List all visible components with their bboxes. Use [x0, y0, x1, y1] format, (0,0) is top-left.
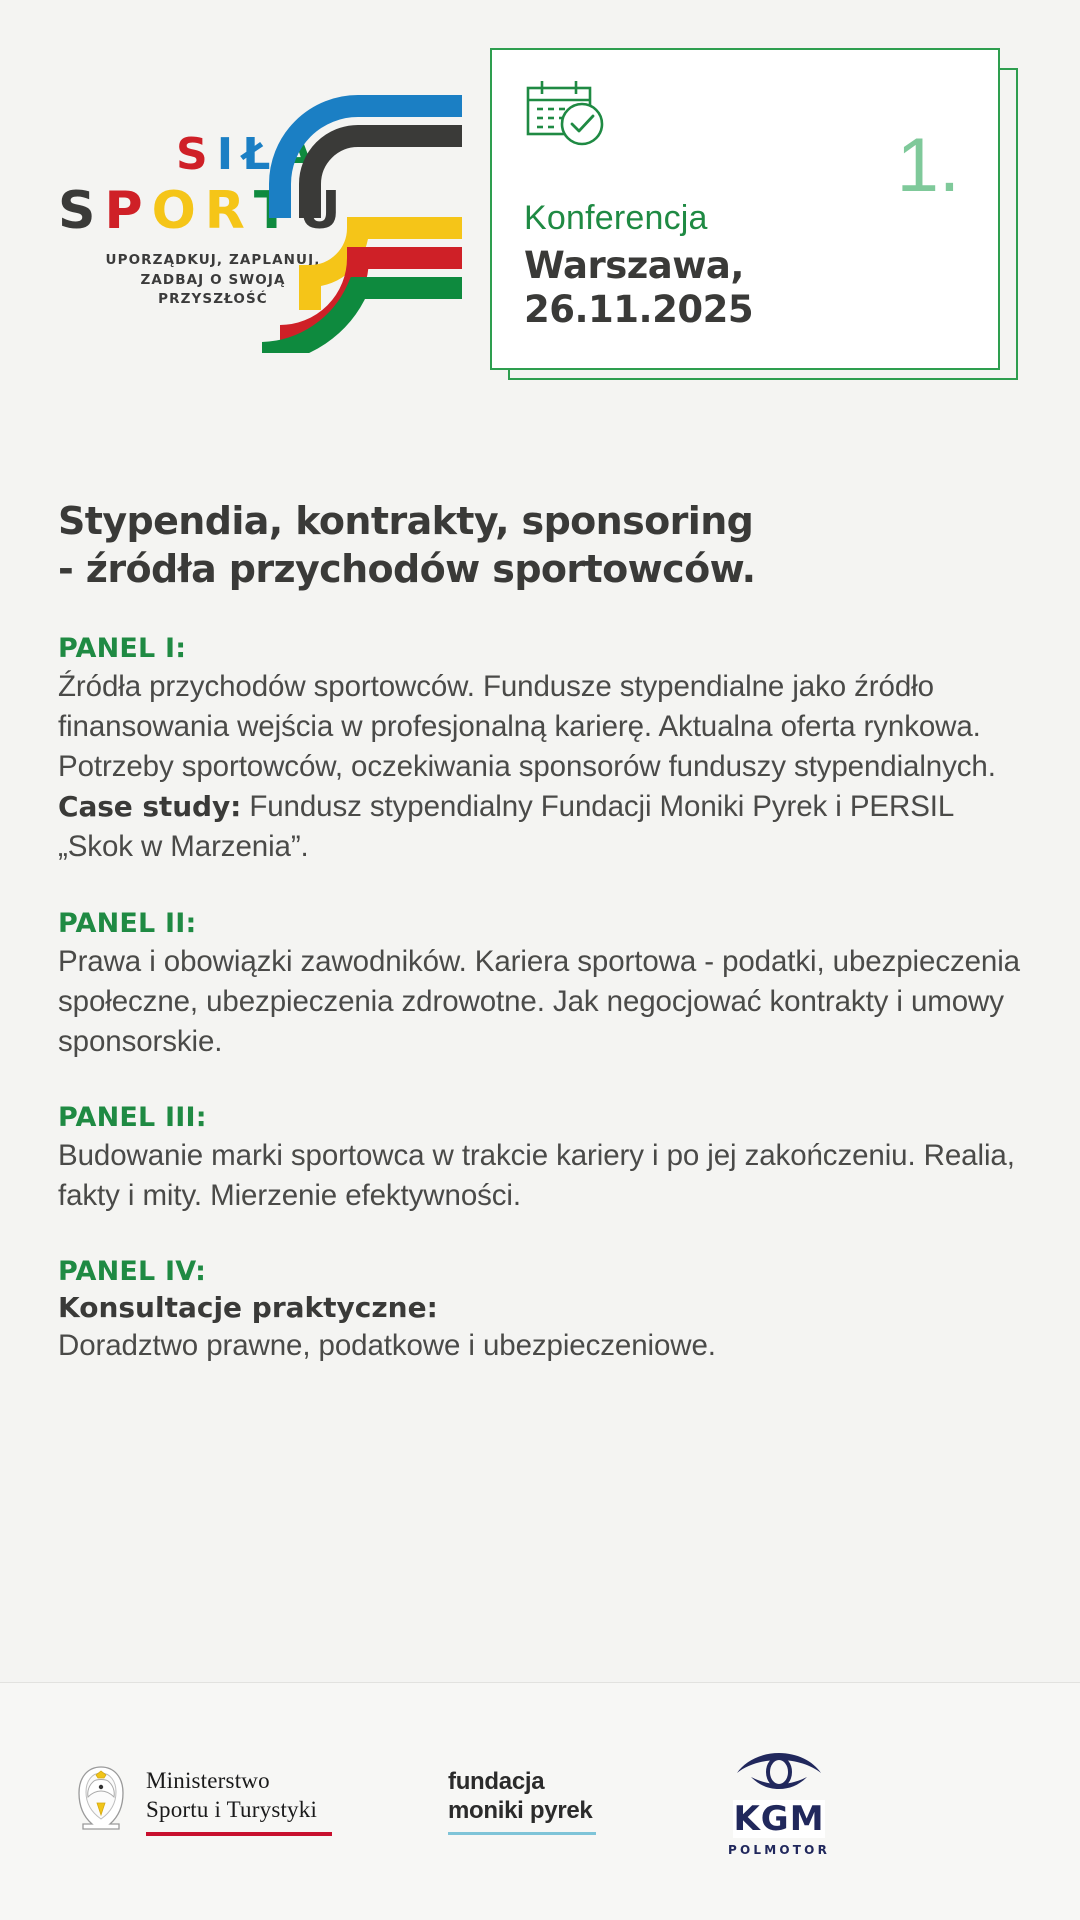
logo-letter: U: [298, 181, 350, 241]
kgm-wings-icon: [731, 1747, 827, 1800]
panel-section-2: [58, 908, 1023, 1062]
kgm-logo: [670, 1747, 830, 1857]
case-study-label: Case study:: [58, 790, 242, 824]
conference-edition-number: 1.: [896, 123, 960, 208]
panel-heading: PANEL IV:: [58, 1256, 207, 1288]
foundation-name-line1: fundacja: [448, 1768, 545, 1796]
conference-city: Warszawa,: [524, 244, 744, 287]
conference-date: 26.11.2025: [524, 287, 754, 331]
ministry-accent-rule: [146, 1832, 332, 1836]
kgm-wordmark: KGM: [733, 1798, 825, 1839]
poster-header: [0, 0, 1080, 480]
foundation-name-line2: moniki pyrek: [448, 1797, 593, 1824]
panel-body: [58, 667, 1023, 868]
ministry-name: [146, 1767, 332, 1825]
logo-letter: S: [58, 181, 105, 241]
foundation-name: [448, 1768, 592, 1826]
logo-tagline-line1: UPORZĄDKUJ, ZAPLANUJ,: [105, 252, 321, 268]
page-title-line1: Stypendia, kontrakty, sponsoring: [58, 499, 754, 543]
panel-body-text: Źródła przychodów sportowców. Fundusze stypendialne jako źródło finansowania wejścia w profesjonalną karierę. Aktualna oferta rynkowa. Potrzeby sportowców, oczekiwania sponsorów funduszy stypendialnych.: [58, 670, 996, 784]
logo-tagline-line2: ZADBAJ O SWOJĄ PRZYSZŁOŚĆ: [140, 271, 286, 308]
panel-heading: PANEL II:: [58, 907, 197, 939]
page-title: [58, 498, 1023, 593]
panel-heading: PANEL I:: [58, 633, 187, 664]
kgm-subtitle: POLMOTOR: [728, 1842, 831, 1857]
polish-eagle-emblem: [70, 1763, 132, 1840]
logo-letter: O: [151, 181, 205, 241]
page-title-line2: - źródła przychodów sportowców.: [58, 546, 756, 591]
panel-body: Prawa i obowiązki zawodników. Kariera sportowa - podatki, ubezpieczenia społeczne, ubezpieczenia zdrowotne. Jak negocjować kontrakty i umowy sponsorskie.: [58, 944, 1020, 1058]
poster-content: [58, 498, 1023, 1367]
case-study-text: Fundusz stypendialny Fundacji Moniki Pyrek i PERSIL „Skok w Marzenia”.: [58, 790, 954, 864]
foundation-logo: [400, 1768, 670, 1835]
poster-footer: [0, 1683, 1080, 1920]
logo-letter: S: [176, 129, 217, 180]
conference-label: Konferencja: [524, 199, 708, 237]
panel-section-3: [58, 1102, 1023, 1216]
panel-section-1: [58, 633, 1023, 868]
ministry-logo: [70, 1763, 400, 1840]
logo-letter: I: [216, 129, 243, 180]
olympic-arcs-graphic: [262, 88, 462, 353]
logo-letter: R: [204, 181, 254, 241]
foundation-accent-rule: [448, 1832, 596, 1835]
ministry-name-line2: Sportu i Turystyki: [146, 1797, 318, 1822]
panel-body: Budowanie marki sportowca w trakcie kariery i po jej zakończeniu. Realia, fakty i mity. Mierzenie efektywności.: [58, 1138, 1015, 1212]
panel-heading: PANEL III:: [58, 1101, 207, 1133]
panel-section-4: [58, 1256, 1023, 1367]
panel-body: Doradztwo prawne, podatkowe i ubezpieczeniowe.: [58, 1329, 716, 1363]
logo-letter: A: [279, 129, 323, 180]
logo-letter: P: [104, 181, 152, 241]
conference-card: [490, 48, 1000, 370]
panel-subheading: Konsultacje praktyczne:: [58, 1291, 438, 1325]
logo-letter: Ł: [242, 129, 280, 180]
logo-letter: T: [253, 181, 299, 241]
ministry-name-line1: Ministerstwo: [146, 1768, 270, 1794]
conference-location-date: [524, 244, 966, 331]
